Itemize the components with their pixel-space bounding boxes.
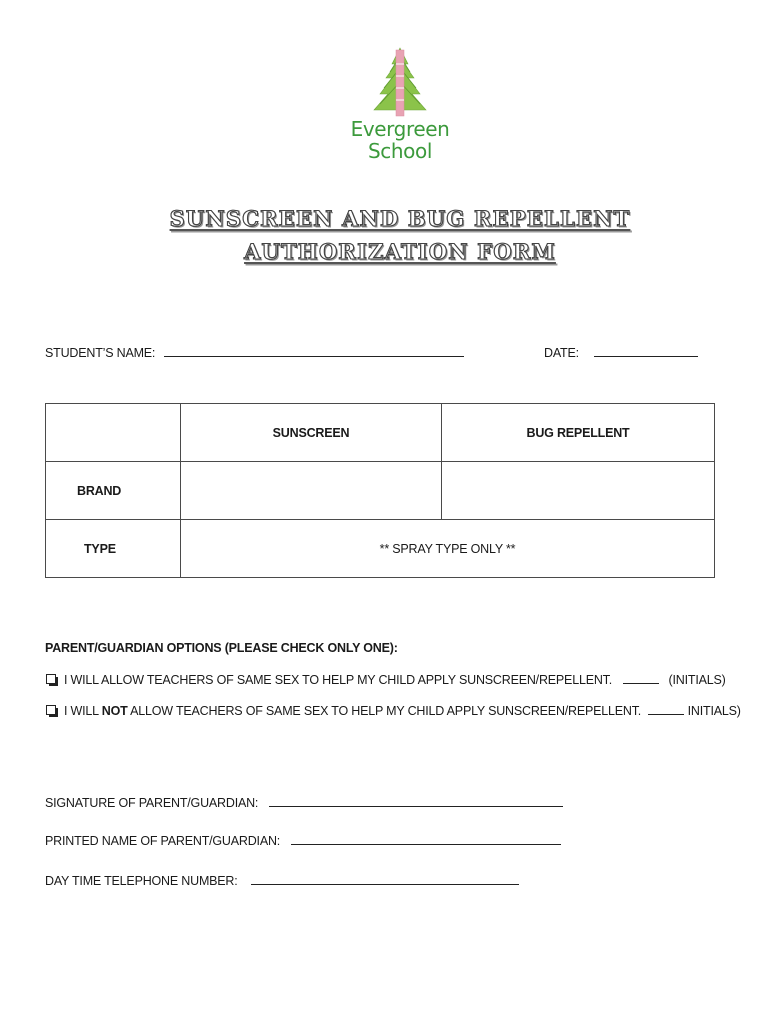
printed-name-label: PRINTED NAME OF PARENT/GUARDIAN: [45, 834, 281, 848]
option-allow-checkbox[interactable] [46, 674, 56, 684]
phone-label: DAY TIME TELEPHONE NUMBER: [45, 874, 238, 888]
form-title-line1: SUNSCREEN AND BUG REPELLENT [169, 206, 631, 231]
spray-type-note: ** SPRAY TYPE ONLY ** [181, 520, 715, 578]
student-name-label: STUDENT’S NAME: [45, 346, 156, 360]
table-header-bug-repellent: BUG REPELLENT [442, 404, 715, 462]
option-not-allow-checkbox[interactable] [46, 705, 56, 715]
option-allow-initials-field[interactable] [623, 671, 659, 684]
table-row-brand [46, 462, 715, 520]
bug-repellent-brand-field[interactable] [442, 462, 715, 520]
school-logo [362, 46, 438, 118]
phone-field[interactable] [251, 872, 519, 885]
table-header-row [46, 404, 715, 462]
table-row-label-cell [46, 520, 181, 578]
printed-name-row [45, 832, 561, 849]
phone-row [45, 872, 519, 889]
date-field[interactable] [594, 344, 698, 357]
school-name-line2: School [368, 139, 432, 163]
table-header-sunscreen: SUNSCREEN [181, 404, 442, 462]
table-row-label-cell [46, 462, 181, 520]
option-allow-text: I WILL ALLOW TEACHERS OF SAME SEX TO HELP MY CHILD APPLY SUNSCREEN/REPELLENT. [64, 673, 612, 687]
option-not-allow-bold: NOT [101, 704, 128, 718]
row-label-brand: BRAND [77, 483, 122, 498]
option-not-allow-prefix: I WILL [64, 704, 99, 718]
option-not-allow [46, 702, 741, 719]
form-title-line2: AUTHORIZATION FORM [244, 239, 556, 264]
product-table [45, 403, 715, 578]
school-name-line1: Evergreen [350, 117, 450, 141]
table-header-cell-empty [46, 404, 181, 462]
signature-label: SIGNATURE OF PARENT/GUARDIAN: [45, 796, 259, 810]
date-row [544, 344, 698, 361]
options-heading: PARENT/GUARDIAN OPTIONS (PLEASE CHECK ONLY ONE): [45, 641, 398, 655]
option-allow-initials-label: (INITIALS) [668, 673, 726, 687]
tree-icon [362, 46, 438, 118]
row-label-type: TYPE [84, 541, 116, 556]
sunscreen-brand-field[interactable] [181, 462, 442, 520]
table-row-type [46, 520, 715, 578]
option-not-allow-initials-field[interactable] [648, 702, 684, 715]
signature-field[interactable] [269, 794, 563, 807]
option-not-allow-text: ALLOW TEACHERS OF SAME SEX TO HELP MY CHILD APPLY SUNSCREEN/REPELLENT. [130, 704, 642, 718]
option-not-allow-initials-label: INITIALS) [687, 704, 741, 718]
student-name-field[interactable] [164, 344, 464, 357]
printed-name-field[interactable] [291, 832, 561, 845]
signature-row [45, 794, 563, 811]
school-name [330, 118, 470, 162]
option-allow [46, 671, 726, 688]
date-label: DATE: [544, 346, 579, 360]
student-name-row [45, 344, 464, 361]
